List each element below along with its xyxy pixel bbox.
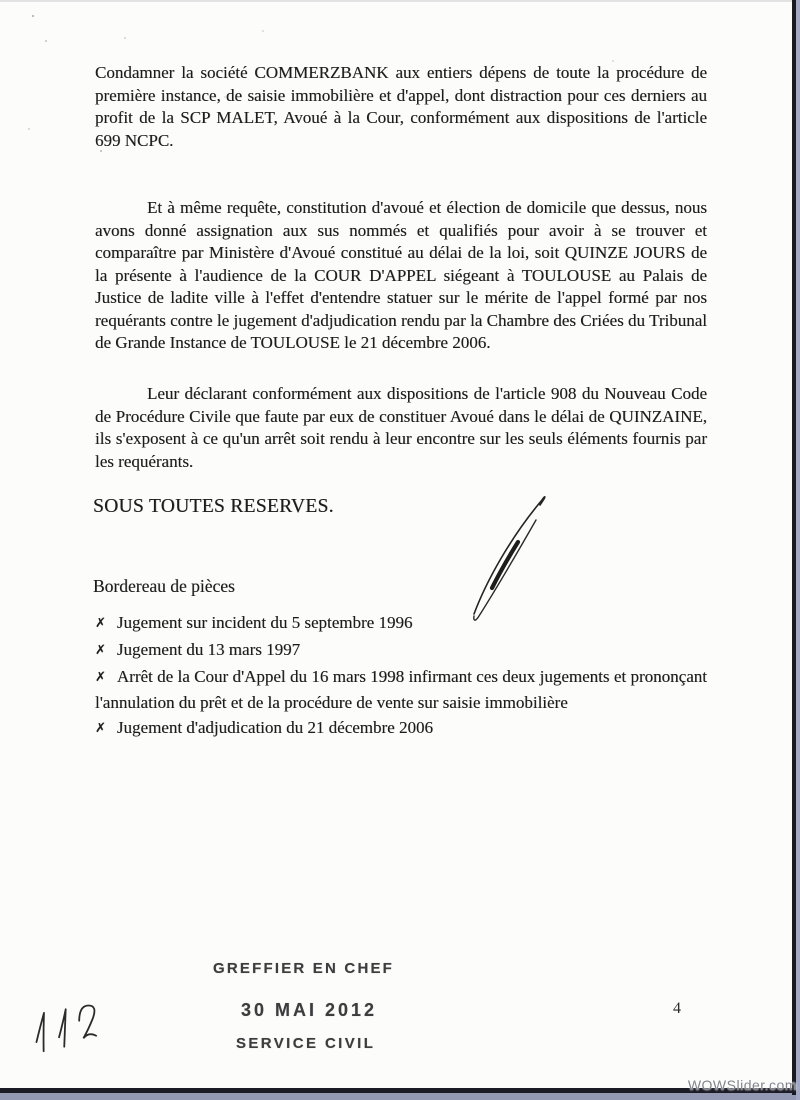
sous-toutes-reserves-line: SOUS TOUTES RESERVES.: [93, 496, 334, 517]
scan-edge-bottom-strip: [0, 1093, 800, 1100]
x-bullet-icon: ✗: [95, 670, 106, 685]
list-item: [95, 611, 707, 637]
paragraph-assignation: Et à même requête, constitution d'avoué et élection de domicile que dessus, nous avons donné assignation aux sus nommés et qualifiés pour avoir à se trouver et comparaître par Ministère d'Avoué constitué au délai de la loi, soit QUINZE JOURS de la présente à l'audience de la COUR D'APPEL siégeant à TOULOUSE au Palais de Justice de ladite ville à l'effet d'entendre statuer sur le mérite de l'appel formé par nos requérants contre le jugement d'adjudication rendu par la Chambre des Criées du Tribunal de Grande Instance de TOULOUSE le 21 décembre 2006.: [95, 198, 707, 352]
list-item-text: Arrêt de la Cour d'Appel du 16 mars 1998 infirmant ces deux jugements et prononçant l'annulation du prêt et de la procédure de vente sur saisie immobilière: [95, 667, 707, 712]
greffier-stamp: [213, 960, 394, 1052]
list-item-text: Jugement d'adjudication du 21 décembre 2006: [116, 718, 433, 737]
scan-top-hairline: [0, 0, 800, 2]
stamp-title: GREFFIER EN CHEF: [213, 960, 395, 977]
scan-noise: [14, 10, 16, 12]
list-item: [95, 638, 707, 664]
stamp-date: 30 MAI 2012: [241, 1000, 378, 1020]
list-item-text: Jugement sur incident du 5 septembre 1996: [116, 613, 413, 632]
list-item: [95, 665, 707, 715]
list-item: [95, 716, 707, 742]
bordereau-list: [95, 611, 707, 743]
pen-stroke-mark: [458, 486, 562, 624]
handwritten-page-number: [27, 997, 111, 1058]
paragraph-condamner: Condamner la société COMMERZBANK aux entiers dépens de toute la procédure de première instance, de saisie immobilière et d'appel, dont distraction pour ces derniers au profit de la SCP MALET, Avoué à la Cour, conformément aux dispositions de l'article 699 NCPC.: [95, 63, 707, 150]
stamp-service: SERVICE CIVIL: [236, 1035, 376, 1052]
bordereau-heading: Bordereau de pièces: [93, 576, 235, 596]
x-bullet-icon: ✗: [95, 616, 106, 631]
page-number: 4: [673, 1000, 681, 1017]
list-item-text: Jugement du 13 mars 1997: [116, 640, 301, 659]
x-bullet-icon: ✗: [95, 643, 106, 658]
scan-edge-right-strip: [796, 0, 800, 1100]
paragraph-declaration-article-908: Leur déclarant conformément aux dispositions de l'article 908 du Nouveau Code de Procédure Civile que faute par eux de constituer Avoué dans le délai de QUINZAINE, ils s'exposent à ce qu'un arrêt soit rendu à leur encontre sur les seuls éléments fournis par les requérants.: [95, 384, 707, 471]
watermark-wowslider[interactable]: WOWSlider.com: [687, 1077, 797, 1093]
x-bullet-icon: ✗: [95, 721, 106, 736]
